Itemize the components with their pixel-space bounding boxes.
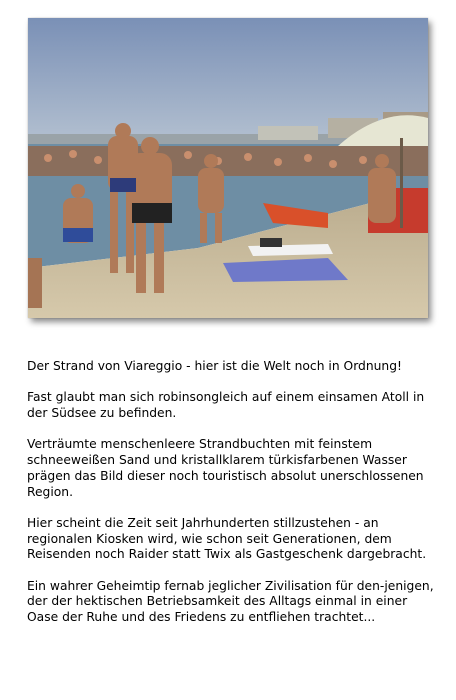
beach-photo bbox=[28, 18, 428, 318]
paragraph: Ein wahrer Geheimtip fernab jeglicher Zivilisation für den-jenigen, der der hektischen Betriebsamkeit des Alltags einmal in einer Oase der Ruhe und des Friedens zu entfliehen trachtet... bbox=[27, 578, 434, 625]
paragraph: Der Strand von Viareggio - hier ist die Welt noch in Ordnung! bbox=[27, 359, 402, 373]
paragraph: Hier scheint die Zeit seit Jahrhunderten stillzustehen - an regionalen Kiosken wird, wie schon seit Generationen, dem Reisenden noch Raider statt Twix als Gastgeschenk dargebracht. bbox=[27, 515, 427, 562]
paragraph: Fast glaubt man sich robinsongleich auf einem einsamen Atoll in der Südsee zu befinden. bbox=[27, 390, 425, 421]
beach-photo-icon bbox=[28, 18, 428, 318]
caption-text bbox=[27, 359, 437, 642]
paragraph: Verträumte menschenleere Strandbuchten mit feinstem schneeweißen Sand und kristallklarem türkisfarbenen Wasser prägen das Bild dieser noch touristisch absolut unerschlossenen Region. bbox=[27, 437, 424, 499]
